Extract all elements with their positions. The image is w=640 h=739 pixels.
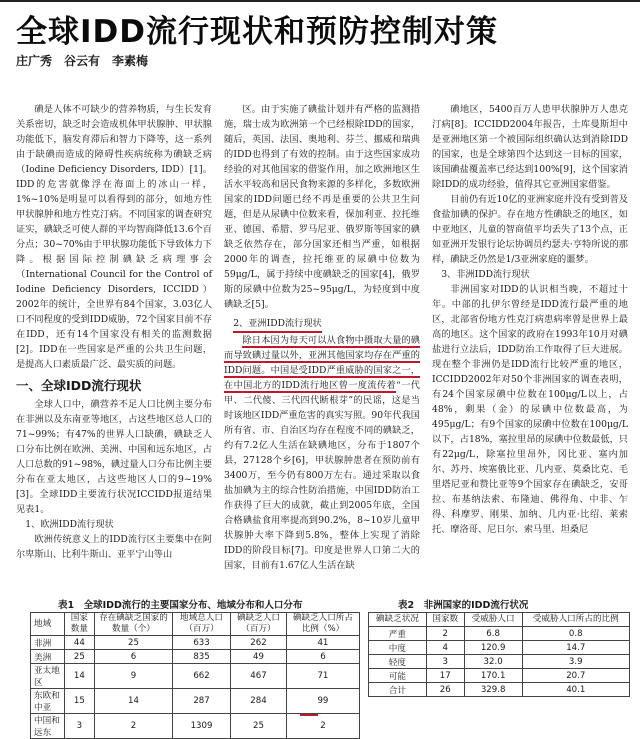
- table-cell: 32.0: [464, 655, 522, 669]
- table-1: [30, 612, 360, 739]
- table-cell: 25: [94, 636, 172, 650]
- table-header-cell: 碘缺乏人口（百万）: [231, 613, 287, 636]
- table-2: [368, 612, 630, 697]
- table-cell: 284: [231, 689, 287, 714]
- table-header-cell: 受威胁人口所占的比例: [522, 613, 629, 627]
- table-cell: 633: [172, 636, 230, 650]
- table-cell: 20.7: [522, 669, 629, 683]
- table-cell: 美洲: [31, 650, 65, 664]
- column-3: [432, 102, 628, 537]
- subheading-asia: 2、亚洲IDD流行现状: [233, 316, 322, 333]
- table-cell: 262: [231, 636, 287, 650]
- table-cell: 662: [172, 664, 230, 689]
- table-cell: 2: [286, 714, 359, 739]
- table-cell: 3: [64, 714, 94, 739]
- table-cell: 120.9: [464, 641, 522, 655]
- table-cell: 17: [426, 669, 464, 683]
- table-cell: 99: [286, 689, 359, 714]
- table-header-cell: 地域总人口（百万）: [172, 613, 230, 636]
- table-cell: 14: [94, 689, 172, 714]
- table-header-cell: 存在碘缺乏国家的数量（个）: [94, 613, 172, 636]
- asia-paragraph-2: 目前仍有近10亿的亚洲家庭并没有受到普及食盐加碘的保护。存在地方性碘缺乏的地区，如中亚地区，儿童的智商值平均丢失了13个点，正如亚洲开发银行论坛协调员约瑟夫·亨特所说的那样，碘缺乏仍然是1/3亚洲家庭的噩梦。: [432, 194, 628, 265]
- table-cell: 4: [426, 641, 464, 655]
- table-row: [369, 655, 630, 669]
- table-cell: 40.1: [522, 683, 629, 697]
- intro-paragraph: 碘是人体不可缺少的营养物质，与生长发育关系密切，缺乏时会造成机体甲状腺肿、甲状腺功能低下，脑发育滞后和智力下降等，这一系列由于缺碘而造成的障碍性疾病统称为碘缺乏病（Iodine Deficiency Disorders, IDD）[1]。IDD的危害就像浮在海面上的冰山一样，1%~10%是明显可以看得到的部分，如地方性甲状腺肿和地方性克汀病。不同国家的调查研究证实，碘缺乏可使人群的平均智商降低13.6个百分点；30~70%由于甲状腺功能低下导致体力下降。根据国际控制碘缺乏病理事会（International Council for the Control of Iodine Deficiency Disorders, ICCIDD）2002年的统计，全世界有84个国家，3.03亿人口不同程度的受到IDD威胁，72个国家目前不存在IDD，还有14个国家没有相关的监测数据[2]。IDD在一些国家是严重的公共卫生问题，是提高人口素质最广泛、最实质的问题。: [16, 104, 212, 370]
- table-cell: 41: [286, 636, 359, 650]
- table-cell: 3: [426, 655, 464, 669]
- table-header-cell: 碘缺乏人口所占比例（%）: [286, 613, 359, 636]
- table-cell: 2: [94, 714, 172, 739]
- table-row: [31, 714, 360, 739]
- table-cell: 东欧和中亚: [31, 689, 65, 714]
- table-row: [31, 664, 360, 689]
- table-cell: 非洲: [31, 636, 65, 650]
- red-underline-mark: [300, 714, 318, 716]
- asia-paragraph-rest: “一代甲、二代傻、三代四代断根芽”的民谣，这是当时该地区IDD严重危害的真实写照。90年代我国所有省、市、自治区均存在程度不同的碘缺乏，约有7.2亿人生活在缺碘地区，分布于1807个县，27128个乡[6]，甲状腺肿患者在预防前有3400万，至今仍有800万左右。通过采取以食盐加碘为主的综合性防治措施，中国IDD防治工作获得了巨大的成就，截止到2005年底，全国合格碘盐食用率提高到90.2%，8~10岁儿童甲状腺肿大率下降到5.8%，整体上实现了消除IDD的阶段目标[7]。印度是世界人口第二大的国家，目前有1.67亿人生活在缺: [224, 380, 420, 571]
- table-cell: 49: [231, 650, 287, 664]
- europe-paragraph-cont: 区。由于实施了碘盐计划并有严格的监测措施，瑞士成为欧洲第一个已经根除IDD的国家，随后，英国、法国、奥地利、芬兰、挪威和瑞典的IDD也得到了有效的控制。由于这些国家成功经验的对其他国家的借鉴作用，加之欧洲地区生活水平较高和居民食物来源的多样化，多数欧洲国家的IDD问题已经不再是重要的公共卫生问题，但是从尿碘中位数来看，保加利亚、拉托维亚、德国、希腊、罗马尼亚、俄罗斯等国家的碘缺乏依然存在，部分国家还相当严重，如根据2000年的调查，拉托维亚的尿碘中位数为59μg/L，属于持续中度碘缺乏的国家[4]，俄罗斯的尿碘中位数为25~95μg/L，为轻度到中度碘缺乏[5]。: [224, 104, 420, 310]
- table-header-row: [31, 613, 360, 636]
- table-cell: 71: [286, 664, 359, 689]
- table-cell: 287: [172, 689, 230, 714]
- table-cell: 835: [172, 650, 230, 664]
- table-cell: 可能: [369, 669, 427, 683]
- africa-paragraph: 非洲国家对IDD的认识相当晚，不超过十年。中部的扎伊尔曾经是IDD流行最严重的地区，北部省份地方性克汀病患病率曾是世界上最高的地区。这个国家的政府在1993年10月对碘盐进行立法后，IDD防治工作取得了巨大进展。现在整个非洲仍是IDD流行比较严重的地区，ICCIDD2002年对50个非洲国家的调查表明，有24个国家尿碘中位数在100μg/L以上，占48%，剩果（金）的尿碘中位数最高，为495μg/L；有9个国家的尿碘中位数在100μg/L以下，占18%，塞拉里昂的尿碘中位数最低，只有22μg/L，除塞拉里昂外，冈比亚、塞内加尔、苏丹、埃塞俄比亚、几内亚、莫桑比克、毛里塔尼亚和赞比亚等9个国家存在碘缺乏，安哥拉、布基纳法索、布隆迪、佛得角、中非、乍得、科摩罗、刚果、加纳、几内亚·比绍、莱索托、摩洛哥、尼日尔、索马里、坦桑尼: [432, 284, 628, 535]
- table-cell: 44: [64, 636, 94, 650]
- table-cell: 14.7: [522, 641, 629, 655]
- table-cell: 中国和远东: [31, 714, 65, 739]
- table-cell: 中度: [369, 641, 427, 655]
- table-row: [31, 650, 360, 664]
- table-cell: 6: [286, 650, 359, 664]
- section-heading-1: 一、全球IDD流行现状: [16, 378, 142, 393]
- asia-paragraph-cont: 碘地区，5400百万人患甲状腺肿万人患克汀病[8]。ICCIDD2004年报告，土库曼斯坦中是亚洲地区第一个被国际组织确认达到消除IDD的国家，也是全球第四个达到这一目标的国家，该国碘盐覆盖率已经达到100%[9]，这个国家消除IDD的成功经验，值得其它亚洲国家借鉴。: [432, 104, 628, 190]
- table-header-cell: 受威胁人口: [464, 613, 522, 627]
- column-1: [16, 102, 212, 562]
- table-cell: 329.8: [464, 683, 522, 697]
- table-cell: 15: [64, 689, 94, 714]
- table-row: [369, 669, 630, 683]
- asia-highlighted-text: 除日本因为每天可以从食物中摄取大量的碘而导致碘过量以外，亚洲其他国家均存在严重的IDD问题。中国是受IDD严重威胁的国家之一，在中国北方的IDD流行地区曾一度流传着: [224, 335, 420, 391]
- table-cell: 6.8: [464, 627, 522, 641]
- table-cell: 合计: [369, 683, 427, 697]
- table-cell: 1309: [172, 714, 230, 739]
- subheading-europe: 1、欧洲IDD流行现状: [25, 519, 114, 530]
- table-cell: 25: [64, 650, 94, 664]
- authors: 庄广秀 谷云有 李素梅: [16, 54, 149, 68]
- top-rule: [0, 0, 640, 2]
- table-header-cell: 地域: [31, 613, 65, 636]
- table-row: [31, 689, 360, 714]
- table-cell: 0.8: [522, 627, 629, 641]
- table-cell: 轻度: [369, 655, 427, 669]
- europe-paragraph: 欧洲传统意义上的IDD流行区主要集中在阿尔卑斯山、比利牛斯山、亚平宁山等山: [16, 534, 212, 560]
- table-cell: 2: [426, 627, 464, 641]
- table-cell: 亚太地区: [31, 664, 65, 689]
- global-status-paragraph: 全球人口中，碘营养不足人口比例主要分布在非洲以及东南亚等地区，占这些地区总人口的71~99%；有47%的世界人口缺碘，碘缺乏人口分布比例在欧洲、美洲、中国和远东地区，占人口总数的91~98%，碘过量人口分布比例主要分布在亚太地区，占这些地区人口的9~19%[3]。全球IDD主要流行状况ICCIDD报道结果见表1。: [16, 399, 212, 515]
- table-cell: 6: [94, 650, 172, 664]
- table-header-cell: 国家数量: [64, 613, 94, 636]
- table-cell: 14: [64, 664, 94, 689]
- table-cell: 26: [426, 683, 464, 697]
- table-header-cell: 国家数: [426, 613, 464, 627]
- table-cell: 25: [231, 714, 287, 739]
- paper-title: 全球IDD流行现状和预防控制对策: [16, 14, 498, 50]
- table-cell: 严重: [369, 627, 427, 641]
- asia-paragraph: [224, 333, 420, 573]
- table-row: [31, 636, 360, 650]
- table-cell: 170.1: [464, 669, 522, 683]
- table-cell: 467: [231, 664, 287, 689]
- table-cell: 3.9: [522, 655, 629, 669]
- table-header-cell: 碘缺乏状况: [369, 613, 427, 627]
- table-cell: 9: [94, 664, 172, 689]
- column-2: [224, 102, 420, 573]
- subheading-africa: 3、非洲IDD流行现状: [441, 269, 530, 280]
- table-row: [369, 641, 630, 655]
- table-row: [369, 627, 630, 641]
- table-2-caption: 表2 非洲国家的IDD流行状况: [398, 600, 529, 611]
- table-1-caption: 表1 全球IDD流行的主要国家分布、地域分布和人口分布: [58, 600, 303, 611]
- table-header-row: [369, 613, 630, 627]
- table-row: [369, 683, 630, 697]
